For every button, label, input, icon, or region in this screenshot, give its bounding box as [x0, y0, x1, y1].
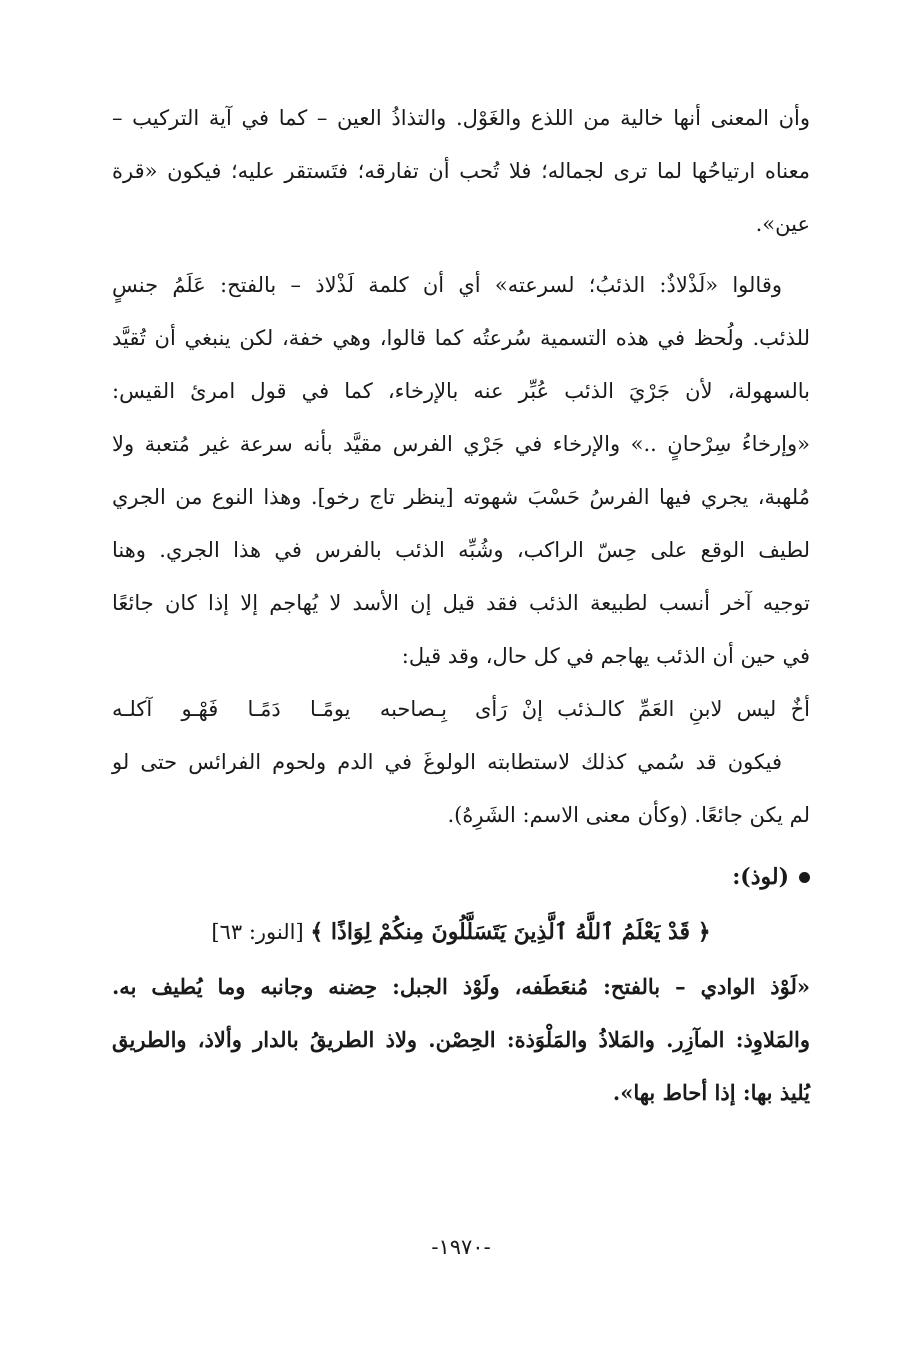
section-heading [112, 850, 810, 905]
paragraph-3 [112, 736, 810, 842]
page-body [112, 92, 810, 1119]
paragraph-1 [112, 92, 810, 251]
text-line: وأن المعنى أنها خالية من اللذع والغَوْل. والتذاذُ العين – كما في آية التركيب – [112, 106, 810, 130]
text-line: معناه ارتياحُها لما ترى لجماله؛ فلا تُحب أن تفارقه؛ فتَستقر عليه؛ فيكون «قرة [112, 159, 810, 183]
text-line: للذئب. ولُحظ في هذه التسمية سُرعتُه كما قالوا، وهي خفة، لكن ينبغي أن تُقيَّد [112, 326, 810, 350]
text-line: لم يكن جائعًا. (وكأن معنى الاسم: الشَرِهُ). [447, 803, 810, 827]
text-line: مُلهبة، يجري فيها الفرسُ حَسْبَ شهوته [ينظر تاج رخو]. وهذا النوع من الجري [112, 485, 810, 509]
poem-verse [112, 683, 810, 736]
page-number: -١٩٧٠- [431, 1235, 491, 1259]
poem-first-hemistich: أخٌ ليس لابنِ العَمِّ كالـذئب إنْ رَأى [474, 697, 810, 721]
text-line: لطيف الوقع على حِسّ الراكب، وشُبِّه الذئب بالفرس في هذا الجري. وهنا [112, 538, 810, 562]
quran-verse [112, 905, 810, 960]
poem-second-hemistich: بِـصاحبه يومًـا دَمًـا فَهْـو آكلـه [112, 697, 448, 721]
text-line: وقالوا «لَذْلاذٌ: الذئبُ؛ لسرعته» أي أن كلمة لَذْلاذ – بالفتح: عَلَمُ جنسٍ [112, 273, 782, 297]
text-line: بالسهولة، لأن جَرْيَ الذئب عُبِّر عنه بالإرخاء، كما في قول امرئ القيس: [112, 379, 810, 403]
bullet-icon [799, 872, 810, 883]
text-line: والمَلاوِذ: المآزِر. والمَلاذُ والمَلْوَذة: الحِصْن. ولاذ الطريقُ بالدار وألاذ، والطريق [112, 1027, 810, 1052]
text-line: توجيه آخر أنسب لطبيعة الذئب فقد قيل إن الأسد لا يُهاجم إلا إذا كان جائعًا [112, 591, 810, 615]
quran-verse-text: ﴿ قَدْ يَعْلَمُ ٱللَّهُ ٱلَّذِينَ يَتَسَلَّلُونَ مِنكُمْ لِوَاذًا ﴾ [310, 919, 711, 945]
text-line: عين». [755, 212, 810, 236]
text-line: «وإرخاءُ سِرْحانٍ ..» والإرخاء في جَرْي الفرس مقيَّد بأنه سرعة غير مُتعبة ولا [112, 432, 810, 456]
section-heading-text: (لوذ): [732, 864, 789, 890]
text-line: يُليذ بها: إذا أحاط بها». [612, 1080, 810, 1105]
text-line: فيكون قد سُمي كذلك لاستطابته الولوغَ في الدم ولحوم الفرائس حتى لو [112, 750, 782, 774]
text-line: «لَوْذ الوادي – بالفتح: مُنعَطَفه، ولَوْذ الجبل: حِضنه وجانبه وما يُطيف به. [112, 974, 810, 999]
paragraph-2 [112, 259, 810, 683]
definition-block [112, 960, 810, 1119]
quran-reference: [النور: ٦٣] [211, 920, 304, 944]
text-line: في حين أن الذئب يهاجم في كل حال، وقد قيل: [401, 644, 810, 668]
